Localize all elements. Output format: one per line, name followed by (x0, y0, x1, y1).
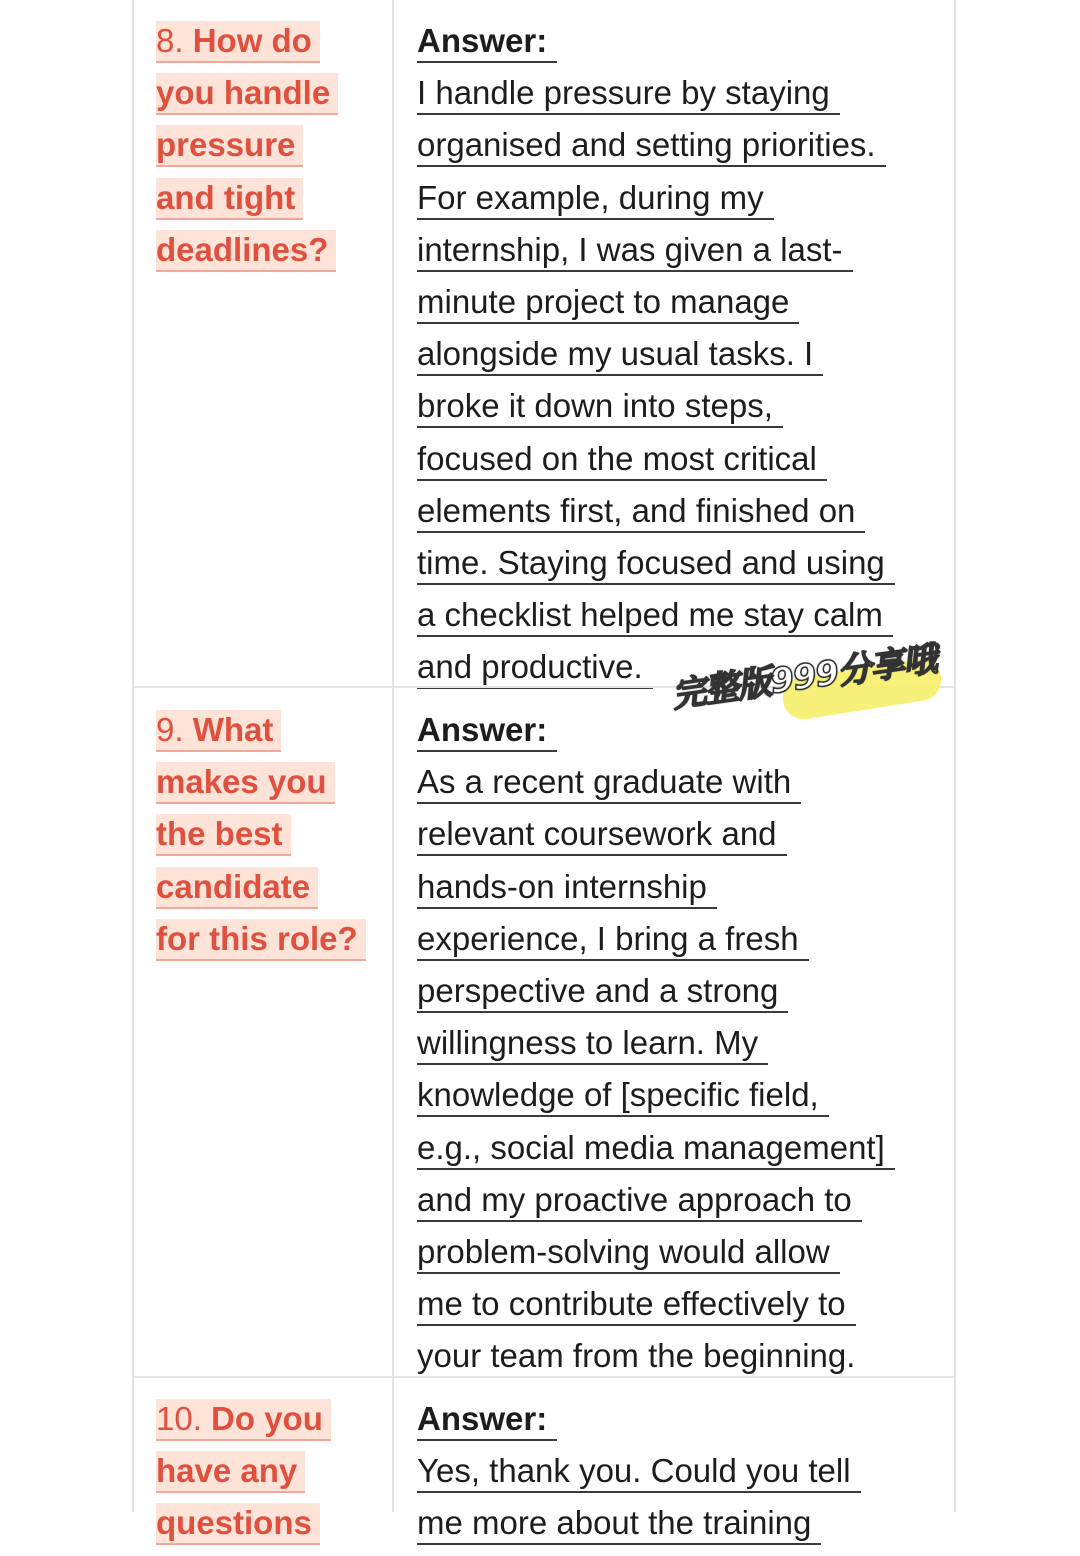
answer-line: alongside my usual tasks. I (417, 334, 823, 376)
question-line: have any (156, 1451, 305, 1493)
answer-line: e.g., social media management] (417, 1128, 895, 1170)
answer-line: willingness to learn. My (417, 1023, 768, 1065)
answer-line: focused on the most critical (417, 439, 827, 481)
answer-line: time. Staying focused and using (417, 543, 895, 585)
question-line: candidate (156, 867, 318, 909)
answer-line: perspective and a strong (417, 971, 788, 1013)
answer-line: problem-solving would allow (417, 1232, 840, 1274)
question-line: questions (156, 1503, 320, 1545)
question-line: you handle (156, 73, 338, 115)
answer-line: and my proactive approach to (417, 1180, 862, 1222)
qa-table (132, 0, 956, 1542)
answer-line: hands-on internship (417, 867, 717, 909)
question-line: pressure (156, 125, 303, 167)
answer-label: Answer: (417, 21, 557, 63)
answer-line: internship, I was given a last- (417, 230, 853, 272)
watermark-text: 完整版999分享哦 (669, 639, 939, 716)
question-line: deadlines? (156, 230, 336, 272)
answer-line: organised and setting priorities. (417, 125, 886, 167)
answer-line: relevant coursework and (417, 814, 787, 856)
question-line: makes you (156, 762, 335, 804)
answer-line: Yes, thank you. Could you tell (417, 1451, 861, 1493)
question-line: for this role? (156, 919, 366, 961)
qa-row-8 (134, 0, 954, 688)
answer-line: a checklist helped me stay calm (417, 595, 893, 637)
answer-line: broke it down into steps, (417, 386, 783, 428)
question-line: the best (156, 814, 291, 856)
answer-line: and productive. (417, 647, 653, 689)
answer-line: experience, I bring a fresh (417, 919, 809, 961)
answer-line: elements first, and finished on (417, 491, 865, 533)
answer-line: knowledge of [specific field, (417, 1075, 829, 1117)
qa-row-10 (134, 1378, 954, 1542)
qa-row-9 (134, 688, 954, 1378)
answer-line: As a recent graduate with (417, 762, 801, 804)
question-line: 9. What (156, 710, 281, 752)
answer-line: your team from the beginning. (417, 1336, 865, 1378)
answer-line: me to contribute effectively to (417, 1284, 856, 1326)
answer-label: Answer: (417, 1399, 557, 1441)
answer-cell-10 (417, 1399, 957, 1556)
answer-cell-9 (417, 710, 957, 1388)
answer-line: minute project to manage (417, 282, 799, 324)
question-line: and tight (156, 178, 303, 220)
question-line: 10. Do you (156, 1399, 331, 1441)
answer-cell-8 (417, 21, 957, 699)
answer-line: For example, during my (417, 178, 774, 220)
question-cell-10 (156, 1399, 381, 1556)
question-cell-8 (156, 21, 381, 282)
answer-line: me more about the training (417, 1503, 821, 1545)
question-line: 8. How do (156, 21, 320, 63)
answer-line: I handle pressure by staying (417, 73, 840, 115)
question-cell-9 (156, 710, 381, 971)
answer-label: Answer: (417, 710, 557, 752)
